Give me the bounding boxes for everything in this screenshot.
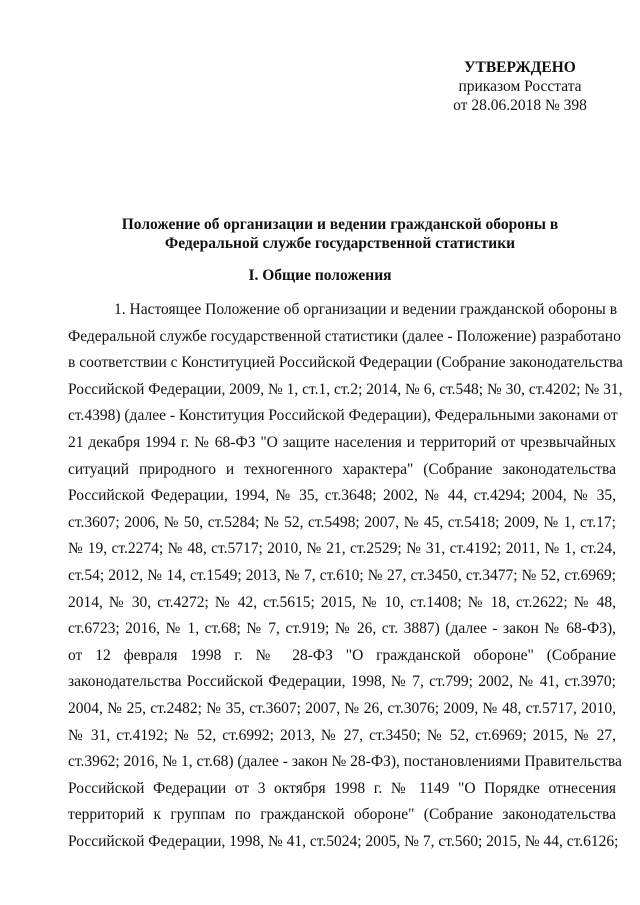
paragraph-line: в соответствии с Конституцией Российской Федерации (Собрание законодательства — [68, 354, 623, 372]
paragraph-line: территорий к группам по гражданской обороне" (Собрание законодательства — [68, 806, 616, 824]
approval-date: от 28.06.2018 № 398 — [453, 97, 587, 114]
approved-label: УТВЕРЖДЕНО — [464, 59, 576, 76]
paragraph-line: 21 декабря 1994 г. № 68-ФЗ "О защите населения и территорий от чрезвычайных — [68, 433, 616, 451]
paragraph-line: № 31, ст.4192; № 52, ст.6992; 2013, № 27, ст.3450; № 52, ст.6969; 2015, № 27, — [68, 726, 616, 744]
section-heading: I. Общие положения — [248, 267, 392, 284]
paragraph-line: ситуаций природного и техногенного характера" (Собрание законодательства — [68, 460, 616, 478]
paragraph-line: ст.3607; 2006, № 50, ст.5284; № 52, ст.5498; 2007, № 45, ст.5418; 2009, № 1, ст.17; — [68, 513, 616, 531]
paragraph-line: ст.3962; 2016, № 1, ст.68) (далее - закон № 28-ФЗ), постановлениями Правительства — [68, 753, 622, 771]
approval-stamp — [420, 58, 620, 115]
document-title-line-2: Федеральной службе государственной статистики — [164, 235, 516, 252]
paragraph-line: 1. Настоящее Положение об организации и ведении гражданской обороны в — [114, 301, 618, 318]
paragraph-line: ст.54; 2012, № 14, ст.1549; 2013, № 7, ст.610; № 27, ст.3450, ст.3477; № 52, ст.6969; — [68, 566, 616, 584]
paragraph-line: Федеральной службе государственной статистики (далее - Положение) разработано — [68, 327, 621, 345]
document-title — [40, 215, 640, 253]
paragraph-line: Российской Федерации, 1994, № 35, ст.3648; 2002, № 44, ст.4294; 2004, № 35, — [68, 487, 616, 505]
paragraph-line: 2014, № 30, ст.4272; № 42, ст.5615; 2015, № 10, ст.1408; № 18, ст.2622; № 48, — [68, 593, 616, 611]
document-title-line-1: Положение об организации и ведении гражданской обороны в — [121, 216, 559, 233]
paragraph-line: от 12 февраля 1998 г. № 28-ФЗ "О гражданской обороне" (Собрание — [68, 646, 616, 664]
paragraph-line: ст.6723; 2016, № 1, ст.68; № 7, ст.919; № 26, ст. 3887) (далее - закон № 68-ФЗ), — [68, 620, 616, 638]
paragraph-1 — [68, 297, 623, 855]
paragraph-line: ст.4398) (далее - Конституция Российской Федерации), Федеральными законами от — [68, 407, 618, 425]
paragraph-line: Российской Федерации, 2009, № 1, ст.1, ст.2; 2014, № 6, ст.548; № 30, ст.4202; № 31, — [68, 380, 623, 398]
paragraph-line: 2004, № 25, ст.2482; № 35, ст.3607; 2007, № 26, ст.3076; 2009, № 48, ст.5717, 2010, — [68, 699, 616, 717]
paragraph-line: Российской Федерации от 3 октября 1998 г. № 1149 "О Порядке отнесения — [68, 779, 616, 797]
paragraph-line: Российской Федерации, 1998, № 41, ст.5024; 2005, № 7, ст.560; 2015, № 44, ст.6126; — [68, 832, 619, 850]
paragraph-line: № 19, ст.2274; № 48, ст.5717; 2010, № 21, ст.2529; № 31, ст.4192; 2011, № 1, ст.24, — [68, 540, 616, 558]
paragraph-line: законодательства Российской Федерации, 1998, № 7, ст.799; 2002, № 41, ст.3970; — [68, 673, 616, 691]
approval-order: приказом Росстата — [458, 78, 582, 95]
